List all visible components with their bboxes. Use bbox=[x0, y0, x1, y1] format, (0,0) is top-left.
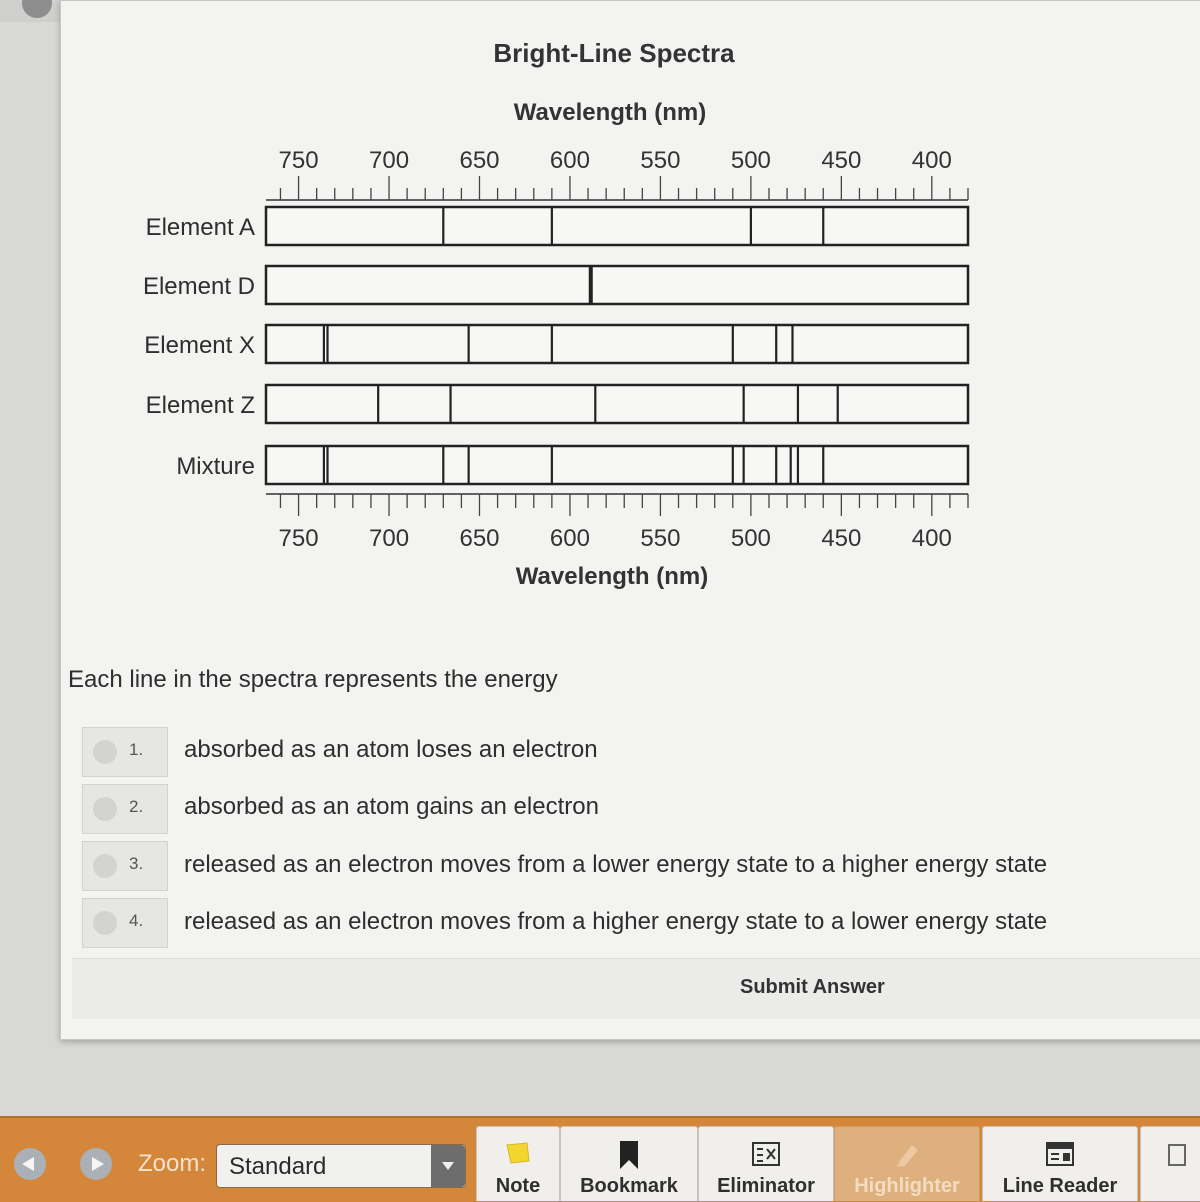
bookmark-icon bbox=[618, 1141, 640, 1174]
x-axis-label-top: Wavelength (nm) bbox=[513, 99, 707, 126]
top-tick-label: 400 bbox=[911, 147, 952, 174]
radio-button[interactable] bbox=[93, 740, 117, 764]
forward-arrow-icon[interactable] bbox=[80, 1148, 112, 1180]
note-tool-button[interactable] bbox=[476, 1126, 560, 1201]
top-tick-label: 700 bbox=[369, 147, 410, 174]
eliminator-label: Eliminator bbox=[717, 1175, 815, 1197]
radio-button[interactable] bbox=[93, 854, 117, 878]
spectrum-box bbox=[266, 385, 968, 423]
top-tick-label: 750 bbox=[278, 147, 319, 174]
note-icon bbox=[505, 1141, 531, 1170]
line-reader-icon bbox=[1045, 1141, 1075, 1172]
spectrum-box bbox=[266, 325, 968, 363]
spectra-rows bbox=[143, 207, 968, 484]
submit-answer-button[interactable]: Submit Answer bbox=[740, 976, 885, 998]
choice-number: 3. bbox=[129, 854, 144, 873]
bottom-axis-ticks bbox=[266, 494, 968, 552]
top-axis-ticks bbox=[266, 147, 968, 200]
highlighter-label: Highlighter bbox=[854, 1175, 960, 1197]
spectrum-box bbox=[266, 207, 968, 245]
chart-title: Bright-Line Spectra bbox=[493, 38, 735, 68]
line-reader-label: Line Reader bbox=[1002, 1175, 1118, 1197]
choice-4-text[interactable]: released as an electron moves from a higher energy state to a lower energy state bbox=[184, 908, 1048, 935]
spectrum-label: Element D bbox=[142, 273, 255, 300]
bottom-tick-label: 500 bbox=[730, 525, 771, 552]
top-tick-label: 600 bbox=[549, 147, 590, 174]
choice-2-text[interactable]: absorbed as an atom gains an electron bbox=[184, 793, 599, 820]
choice-1-radio-box[interactable] bbox=[82, 727, 168, 777]
spectrum-box bbox=[266, 446, 968, 484]
spectrum-label: Element Z bbox=[145, 392, 255, 419]
radio-button[interactable] bbox=[93, 797, 117, 821]
zoom-select[interactable] bbox=[216, 1144, 466, 1188]
top-tick-label: 500 bbox=[730, 147, 771, 174]
spectrum-box bbox=[266, 266, 968, 304]
bottom-tick-label: 550 bbox=[640, 525, 681, 552]
choice-3-text[interactable]: released as an electron moves from a lower energy state to a higher energy state bbox=[184, 851, 1048, 878]
partial-tool-icon bbox=[1163, 1141, 1189, 1172]
choice-4-radio-box[interactable] bbox=[82, 898, 168, 948]
top-tick-label: 450 bbox=[821, 147, 862, 174]
spectrum-label: Element X bbox=[144, 332, 255, 359]
radio-button[interactable] bbox=[93, 911, 117, 935]
choice-3-radio-box[interactable] bbox=[82, 841, 168, 891]
bottom-tick-label: 400 bbox=[911, 525, 952, 552]
submit-area bbox=[72, 958, 1200, 1019]
x-axis-label-bottom: Wavelength (nm) bbox=[515, 563, 709, 590]
note-label: Note bbox=[495, 1175, 541, 1197]
chevron-down-icon[interactable] bbox=[431, 1145, 465, 1187]
highlighter-icon bbox=[892, 1141, 922, 1174]
choice-number: 4. bbox=[129, 911, 144, 930]
top-tick-label: 650 bbox=[459, 147, 500, 174]
bottom-tick-label: 450 bbox=[821, 525, 862, 552]
bookmark-label: Bookmark bbox=[580, 1175, 678, 1197]
spectrum-label: Element A bbox=[145, 214, 255, 241]
back-arrow-icon[interactable] bbox=[14, 1148, 46, 1180]
eliminator-icon bbox=[751, 1141, 781, 1174]
more-tool-button[interactable] bbox=[1140, 1126, 1200, 1201]
zoom-label: Zoom: bbox=[138, 1150, 207, 1177]
bookmark-tool-button[interactable] bbox=[560, 1126, 698, 1201]
choice-number: 2. bbox=[129, 797, 144, 816]
line-reader-tool-button[interactable] bbox=[982, 1126, 1138, 1201]
question-stem: Each line in the spectra represents the energy bbox=[68, 666, 558, 693]
choice-2-radio-box[interactable] bbox=[82, 784, 168, 834]
choice-1-text[interactable]: absorbed as an atom loses an electron bbox=[184, 736, 598, 763]
zoom-value: Standard bbox=[229, 1153, 327, 1180]
bottom-tick-label: 700 bbox=[369, 525, 410, 552]
bottom-tick-label: 750 bbox=[278, 525, 319, 552]
choice-number: 1. bbox=[129, 740, 144, 759]
bottom-tick-label: 650 bbox=[459, 525, 500, 552]
spectrum-label: Mixture bbox=[176, 453, 255, 480]
highlighter-tool-button[interactable] bbox=[834, 1126, 980, 1201]
eliminator-tool-button[interactable] bbox=[698, 1126, 834, 1201]
top-tick-label: 550 bbox=[640, 147, 681, 174]
bottom-tick-label: 600 bbox=[549, 525, 590, 552]
